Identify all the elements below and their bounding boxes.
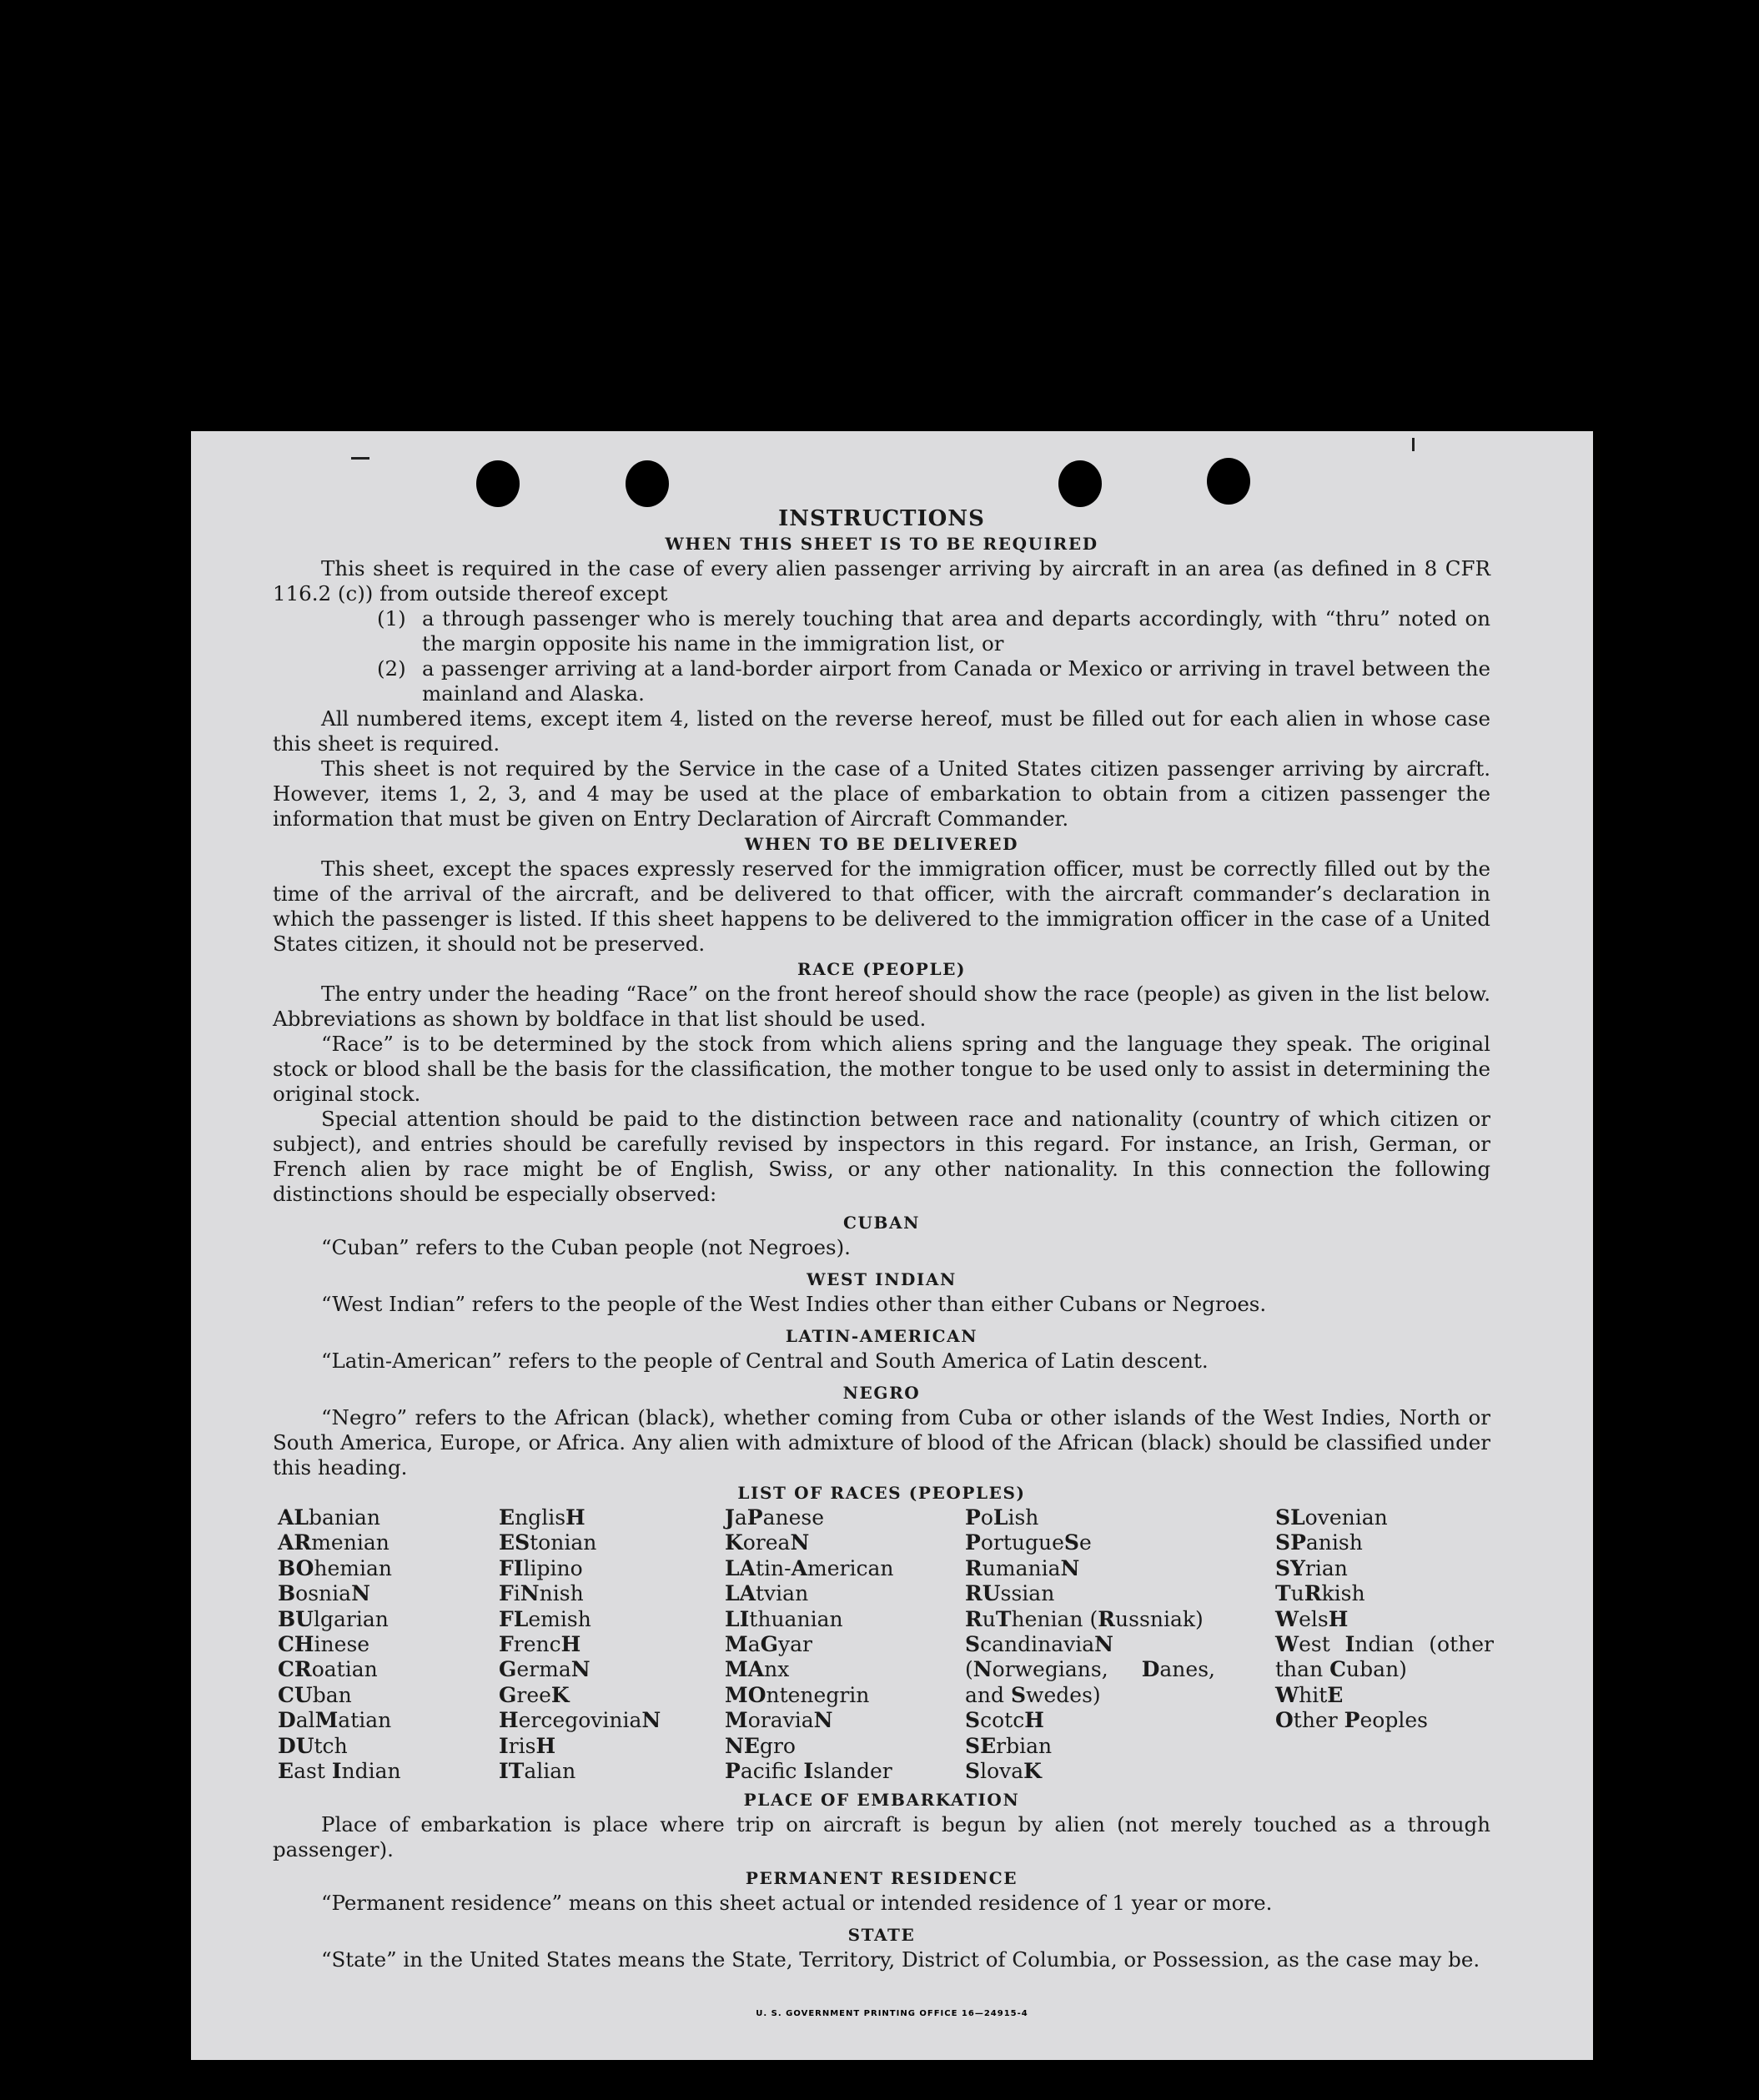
section-heading-race: RACE (PEOPLE) <box>797 959 967 979</box>
race-entry: RUssian <box>965 1581 1055 1606</box>
paragraph: Special attention should be paid to the distinction between race and nationality (country of which citizen or subject), and entries should be carefully revised by inspectors in this regard. For instance, an Irish, German, or French alien by race might be of English, Swiss, or any other nationality. In this connection the following distinctions should be especially observed: <box>273 1107 1490 1206</box>
speck-mark <box>351 457 369 460</box>
race-entry: ARmenian <box>278 1530 389 1555</box>
race-entry: DalMatian <box>278 1708 392 1733</box>
race-entry: RumaniaN <box>965 1555 1080 1580</box>
document-sheet <box>191 431 1593 2060</box>
race-entry: SYrian <box>1275 1555 1348 1580</box>
paragraph: Place of embarkation is place where trip on aircraft is begun by alien (not merely touched as a through passenger). <box>273 1812 1490 1862</box>
race-entry: CRoatian <box>278 1657 378 1682</box>
section-heading-state: STATE <box>847 1925 916 1946</box>
race-entry: SErbian <box>965 1733 1053 1758</box>
race-entry: PortugueSe <box>965 1530 1092 1555</box>
race-entry: East Indian <box>278 1759 401 1784</box>
race-entry: RuThenian (Russniak) <box>965 1606 1204 1631</box>
race-entry: ScandinaviaN (Norwegians, Danes, and Swedes) <box>965 1632 1215 1707</box>
race-entry: ScotcH <box>965 1708 1044 1733</box>
race-entry: MaGyar <box>725 1632 812 1657</box>
race-entry: EStonian <box>499 1530 597 1555</box>
race-entry: EnglisH <box>499 1505 585 1530</box>
race-entry: Pacifc Islander <box>725 1759 892 1784</box>
race-entry: BosniaN <box>278 1581 370 1606</box>
race-list <box>278 1505 1494 1784</box>
race-entry: WelsH <box>1275 1606 1349 1631</box>
race-entry: ALbanian <box>278 1505 381 1530</box>
paragraph: “State” in the United States means the State, Territory, District of Columbia, or Possession, as the case may be. <box>321 1947 1480 1972</box>
item-text: a through passenger who is merely touching that area and departs accordingly, with “thru” noted on the margin opposite his name in the immigration list, or <box>422 606 1490 656</box>
race-entry: SLovenian <box>1275 1505 1388 1530</box>
race-entry: West Indian (other than Cuban) <box>1275 1632 1494 1682</box>
race-entry: FLemish <box>499 1606 591 1631</box>
race-column-5 <box>1275 1505 1494 1784</box>
race-entry: MOntenegrin <box>725 1682 870 1707</box>
paragraph: “Negro” refers to the African (black), whether coming from Cuba or other islands of the West Indies, North or South America, Europe, or Africa. Any alien with admixture of blood of the African (black) should be classified under this heading. <box>273 1405 1490 1480</box>
race-column-2 <box>499 1505 725 1784</box>
instructions-content <box>273 506 1494 1972</box>
race-entry: MAnx <box>725 1657 790 1682</box>
race-column-3 <box>725 1505 965 1784</box>
race-entry: SPanish <box>1275 1530 1363 1555</box>
race-entry: ITalian <box>499 1759 576 1784</box>
list-item <box>377 606 1490 656</box>
section-heading-list-of-races: LIST OF RACES (PEOPLES) <box>737 1483 1026 1503</box>
item-number: (1) <box>377 606 406 631</box>
race-entry: MoraviaN <box>725 1708 833 1733</box>
punch-hole-2 <box>626 460 669 507</box>
race-entry: SlovaK <box>965 1759 1042 1784</box>
race-entry: KoreaN <box>725 1530 810 1555</box>
race-entry: HercegoviniaN <box>499 1708 661 1733</box>
paragraph: “Latin-American” refers to the people of Central and South America of Latin descent. <box>321 1349 1209 1373</box>
race-entry: Other Peoples <box>1275 1708 1428 1733</box>
race-entry: LAtvian <box>725 1581 809 1606</box>
punch-hole-4 <box>1207 458 1250 505</box>
list-item <box>377 656 1490 706</box>
paragraph: All numbered items, except item 4, listed on the reverse hereof, must be filled out for each alien in whose case this sheet is required. <box>273 706 1490 756</box>
race-entry: IrisH <box>499 1733 556 1758</box>
race-column-4 <box>965 1505 1215 1784</box>
race-entry: FIlipino <box>499 1555 583 1580</box>
paragraph: This sheet is required in the case of every alien passenger arriving by aircraft in an area (as defined in 8 CFR 116.2 (c)) from outside thereof except <box>273 556 1490 605</box>
paragraph: The entry under the heading “Race” on the front hereof should show the race (people) as given in the list below. Abbreviations as shown by boldface in that list should be used. <box>273 982 1490 1031</box>
section-heading-west-indian: WEST INDIAN <box>807 1269 957 1289</box>
paragraph: This sheet, except the spaces expressly reserved for the immigration officer, must be correctly filled out by the time of the arrival of the aircraft, and be delivered to that officer, with the aircraft commander’s declaration in which the passenger is listed. If this sheet happens to be delivered to the immigration officer in the case of a United States citizen, it should not be preserved. <box>273 857 1490 956</box>
race-entry: FiNnish <box>499 1581 584 1606</box>
section-heading-cuban: CUBAN <box>842 1213 921 1233</box>
race-entry: CHinese <box>278 1632 370 1657</box>
page-title: INSTRUCTIONS <box>778 506 985 531</box>
item-text: a passenger arriving at a land-border airport from Canada or Mexico or arriving in travel between the mainland and Alaska. <box>422 656 1490 706</box>
race-entry: NEgro <box>725 1733 796 1758</box>
paragraph: “Cuban” refers to the Cuban people (not Negroes). <box>321 1235 851 1259</box>
punch-hole-1 <box>476 460 520 507</box>
section-heading-residence: PERMANENT RESIDENCE <box>745 1868 1018 1889</box>
section-heading-latin-american: LATIN-AMERICAN <box>785 1326 978 1346</box>
section-heading-embarkation: PLACE OF EMBARKATION <box>743 1790 1020 1811</box>
section-heading-when-delivered: WHEN TO BE DELIVERED <box>744 834 1019 854</box>
race-entry: PoLish <box>965 1505 1039 1530</box>
speck-mark <box>1412 438 1415 451</box>
race-entry: GermaN <box>499 1657 591 1682</box>
race-entry: WhitE <box>1275 1682 1344 1707</box>
race-entry: TuRkish <box>1275 1581 1365 1606</box>
race-entry: GreeK <box>499 1682 570 1707</box>
item-number: (2) <box>377 656 406 681</box>
printer-imprint: U. S. GOVERNMENT PRINTING OFFICE 16—24915-4 <box>756 2009 1028 2018</box>
punch-hole-3 <box>1058 460 1102 507</box>
race-entry: FrencH <box>499 1632 581 1657</box>
paragraph: “Permanent residence” means on this sheet actual or intended residence of 1 year or more. <box>321 1891 1273 1916</box>
race-entry: BOhemian <box>278 1555 393 1580</box>
paragraph: “Race” is to be determined by the stock from which aliens spring and the language they speak. The original stock or blood shall be the basis for the classification, the mother tongue to be used only to assist in determining the original stock. <box>273 1032 1490 1106</box>
paragraph: This sheet is not required by the Service in the case of a United States citizen passenger arriving by aircraft. However, items 1, 2, 3, and 4 may be used at the place of embarkation to obtain from a citizen passenger the information that must be given on Entry Declaration of Aircraft Commander. <box>273 756 1490 831</box>
race-column-1 <box>278 1505 499 1784</box>
race-entry: LAtin-American <box>725 1555 894 1580</box>
paragraph: “West Indian” refers to the people of the West Indies other than either Cubans or Negroes. <box>321 1292 1267 1316</box>
race-entry: LIthuanian <box>725 1606 843 1631</box>
race-entry: DUtch <box>278 1733 348 1758</box>
race-entry: JaPanese <box>725 1505 825 1530</box>
race-entry: BUlgarian <box>278 1606 389 1631</box>
section-heading-when-required: WHEN THIS SHEET IS TO BE REQUIRED <box>665 534 1098 554</box>
section-heading-negro: NEGRO <box>842 1383 921 1403</box>
race-entry: CUban <box>278 1682 352 1707</box>
